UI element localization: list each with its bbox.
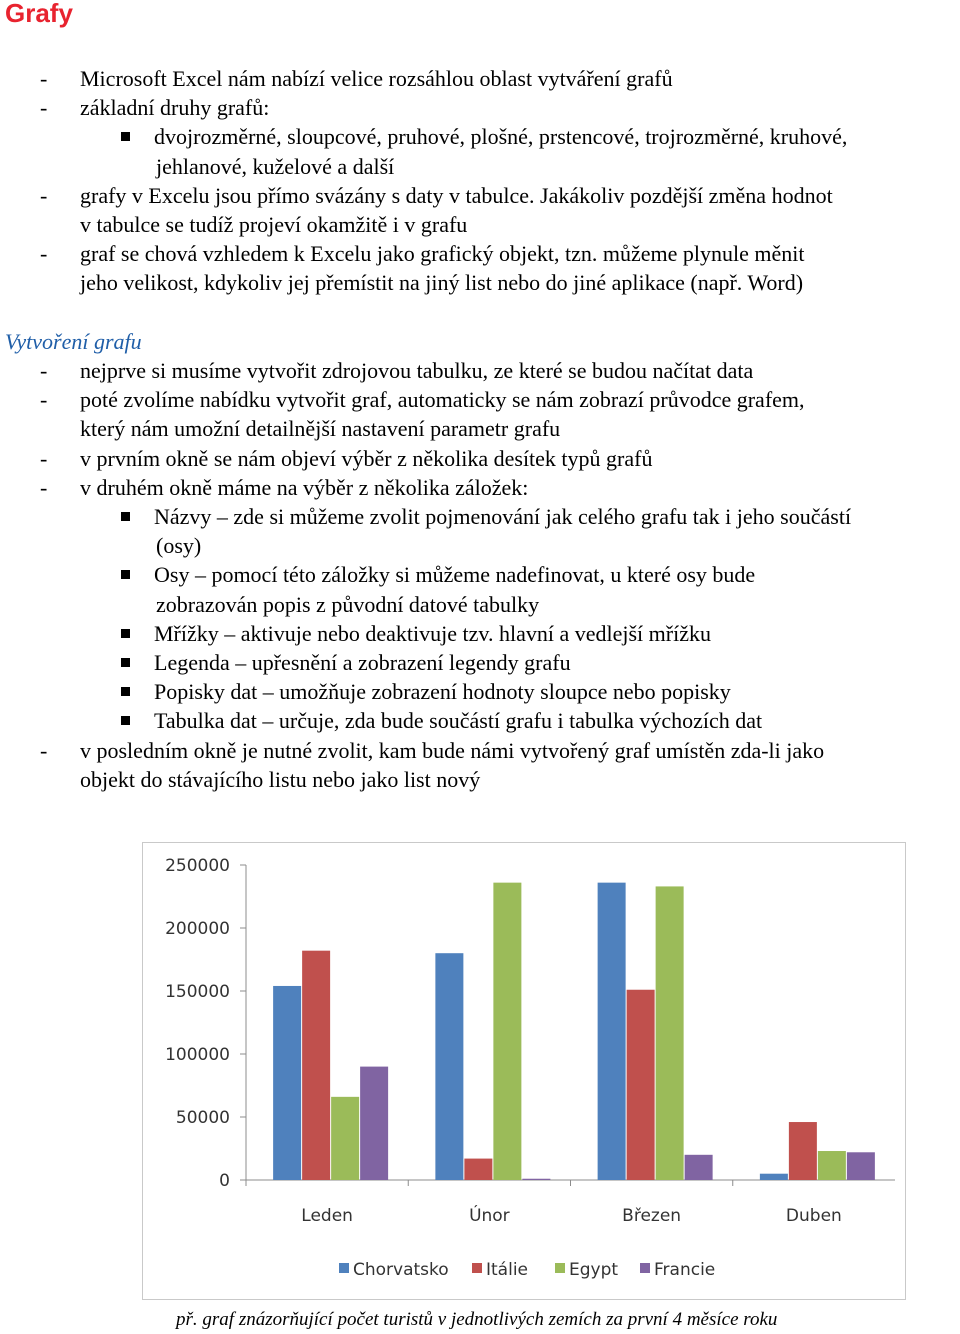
bar-egypt-únor — [493, 883, 521, 1180]
bar-francie-leden — [360, 1067, 388, 1180]
bar-egypt-březen — [656, 886, 684, 1180]
x-tick-label: Duben — [785, 1206, 842, 1226]
chart-caption: př. graf znázorňující počet turistů v jednotlivých zemích za první 4 měsíce roku — [176, 1309, 778, 1330]
square-bullet-icon — [121, 658, 130, 667]
bar-egypt-leden — [331, 1097, 359, 1180]
bar-chorvatsko-duben — [760, 1174, 788, 1180]
bar-francie-duben — [847, 1152, 875, 1180]
list-item-line: Microsoft Excel nám nabízí velice rozsáhlou oblast vytváření grafů — [80, 66, 673, 91]
sub-item-line: jehlanové, kuželové a další — [156, 153, 395, 179]
square-bullet-icon — [121, 629, 130, 638]
bar-itálie-leden — [302, 951, 330, 1180]
x-tick-label: Březen — [622, 1206, 682, 1226]
y-tick-label: 250000 — [165, 856, 230, 876]
legend-swatch — [640, 1263, 650, 1273]
legend-swatch — [555, 1263, 565, 1273]
list-dash: - — [40, 474, 48, 500]
legend-label: Chorvatsko — [353, 1260, 449, 1280]
legend-label: Egypt — [569, 1260, 619, 1280]
list-item-line: základní druhy grafů: — [80, 95, 270, 121]
chart — [142, 842, 906, 1300]
square-bullet-icon — [121, 132, 130, 141]
bar-francie-únor — [522, 1179, 550, 1180]
bar-egypt-duben — [818, 1151, 846, 1180]
page-title: Grafy — [5, 0, 73, 28]
square-bullet-icon — [121, 512, 130, 521]
list-item-line: grafy v Excelu jsou přímo svázány s daty v tabulce. Jakákoliv pozdější změna hodnot — [80, 182, 833, 208]
legend-swatch — [339, 1263, 349, 1273]
list-item-line: v prvním okně se nám objeví výběr z několika desítek typů grafů — [80, 445, 653, 471]
sub-item-line: zobrazován popis z původní datové tabulky — [156, 591, 540, 617]
y-tick-label: 150000 — [165, 982, 230, 1002]
sub-item-line: Legenda – upřesnění a zobrazení legendy grafu — [154, 650, 571, 675]
list-dash: - — [40, 358, 48, 383]
list-item-line: graf se chová vzhledem k Excelu jako grafický objekt, tzn. můžeme plynule měnit — [80, 241, 805, 267]
sub-item-line: Tabulka dat – určuje, zda bude součástí grafu i tabulka výchozích dat — [154, 708, 763, 734]
sub-item-line: Popisky dat – umožňuje zobrazení hodnoty sloupce nebo popisky — [154, 679, 731, 705]
sub-item-line: Mřížky – aktivuje nebo deaktivuje tzv. hlavní a vedlejší mřížku — [154, 620, 711, 646]
list-item-line: v tabulce se tudíž projeví okamžitě i v grafu — [80, 212, 468, 237]
y-tick-label: 50000 — [175, 1108, 230, 1128]
y-tick-label: 200000 — [165, 919, 230, 939]
list-dash: - — [40, 737, 48, 763]
list-item-line: objekt do stávajícího listu nebo jako list nový — [80, 766, 481, 792]
list-dash: - — [40, 66, 48, 91]
bar-itálie-únor — [464, 1159, 492, 1180]
list-dash: - — [40, 241, 48, 267]
legend-swatch — [472, 1263, 482, 1273]
legend-label: Francie — [654, 1260, 716, 1280]
sub-item-line: (osy) — [156, 533, 202, 559]
list-dash: - — [40, 182, 48, 208]
bar-itálie-březen — [627, 990, 655, 1180]
list-item-line: který nám umožní detailnější nastavení parametr grafu — [80, 416, 561, 442]
list-dash: - — [40, 445, 48, 471]
bar-francie-březen — [685, 1155, 713, 1180]
list-item-line: v druhém okně máme na výběr z několika záložek: — [80, 474, 529, 500]
square-bullet-icon — [121, 716, 130, 725]
section-title: Vytvoření grafu — [5, 329, 142, 354]
legend-label: Itálie — [486, 1260, 529, 1280]
sub-item-line: Osy – pomocí této záložky si můžeme nadefinovat, u které osy bude — [154, 562, 756, 588]
y-tick-label: 0 — [219, 1171, 230, 1191]
list-dash: - — [40, 387, 48, 413]
square-bullet-icon — [121, 687, 130, 696]
list-item-line: nejprve si musíme vytvořit zdrojovou tabulku, ze které se budou načítat data — [80, 358, 754, 383]
x-tick-label: Únor — [469, 1206, 510, 1226]
bar-chorvatsko-březen — [598, 883, 626, 1180]
list-item-line: v posledním okně je nutné zvolit, kam bude námi vytvořený graf umístěn zda-li jako — [80, 737, 825, 763]
bar-itálie-duben — [789, 1122, 817, 1180]
bar-chart-svg — [143, 843, 905, 1299]
list-dash: - — [40, 95, 48, 121]
bar-chorvatsko-únor — [435, 953, 463, 1180]
sub-item-line: dvojrozměrné, sloupcové, pruhové, plošné, prstencové, trojrozměrné, kruhové, — [154, 124, 848, 150]
bar-chorvatsko-leden — [273, 986, 301, 1180]
x-tick-label: Leden — [301, 1206, 353, 1226]
sub-item-line: Názvy – zde si můžeme zvolit pojmenování jak celého grafu tak i jeho součástí — [154, 504, 852, 529]
y-tick-label: 100000 — [165, 1045, 230, 1065]
square-bullet-icon — [121, 570, 130, 579]
list-item-line: jeho velikost, kdykoliv jej přemístit na jiný list nebo do jiné aplikace (např. Word) — [80, 270, 804, 296]
list-item-line: poté zvolíme nabídku vytvořit graf, automaticky se nám zobrazí průvodce grafem, — [80, 387, 805, 413]
